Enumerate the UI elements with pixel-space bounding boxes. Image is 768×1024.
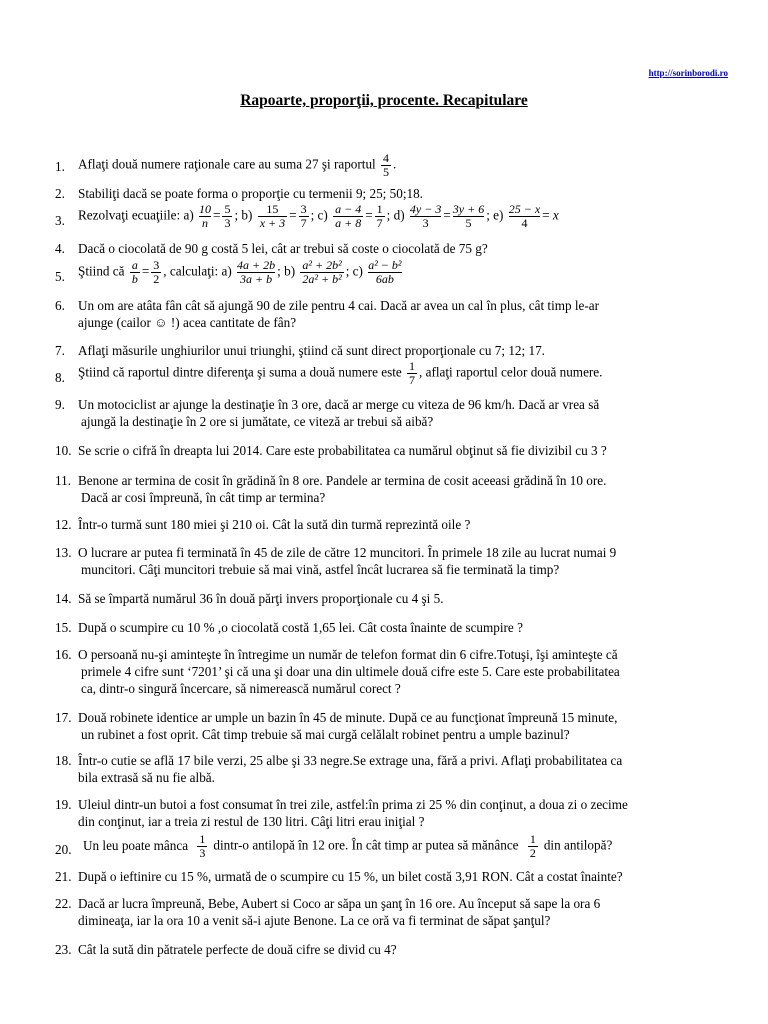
fraction: $\frac{3}{7}$ (300, 202, 307, 230)
problem-number: 21. (55, 869, 72, 884)
problem-text: Rezolvaţi ecuaţiile: (78, 207, 181, 223)
problem-text: Benone ar termina de cosit în grădină în 8 ore. Pandele ar termina de cosit aceeasi grădină în 10 ore. (78, 473, 607, 488)
problem-number: 9. (55, 397, 65, 412)
problem-5: 5. Ştiind că $\frac{a}{b}$ = $\frac{3}{2}$ , calculaţi: $a) \frac{4a + 2b}{3a + b}$ ; $b) \frac{\text{a² + 2b²}}{\text{2a² + b²}}$ ; $c) \frac{\text{a² − b²}}{6ab}$ (55, 258, 402, 286)
problem-text: După o ieftinire cu 15 %, urmată de o scumpire cu 15 %, un bilet costă 3,91 RON. Cât a costat înainte? (78, 869, 623, 884)
problem-number: 15. (55, 620, 72, 635)
fraction: $\frac{4y - 3}{3}$ (409, 202, 442, 230)
problem-text: Ştiind că (78, 263, 125, 279)
problem-17: 17. Două robinete identice ar umple un bazin în 45 de minute. După ce au funcţionat împreună 15 minute, un rubinet a fost oprit. Cât timp trebuie să mai curgă celălalt robinet pentru a umple bazinul? (55, 709, 735, 743)
fraction: $\frac{4a + 2b}{3a + b}$ (237, 258, 276, 286)
fraction: $\frac{3}{2}$ (153, 258, 160, 286)
fraction: $\frac{25 - x}{4}$ (508, 202, 541, 230)
problem-number: 18. (55, 753, 72, 768)
problem-text: Dacă ar lucra împreună, Bebe, Aubert si Coco ar săpa un şanţ în 16 ore. Au început să sape la ora 6 (78, 896, 601, 911)
fraction: $\frac{\text{a² − b²}}{6ab}$ (368, 258, 402, 286)
problem-number: 4. (55, 241, 65, 256)
problem-number: 6. (55, 298, 65, 313)
problem-4 (55, 240, 735, 257)
fraction: $\frac{\text{a² + 2b²}}{\text{2a² + b²}}$ (302, 258, 342, 286)
problem-text: Într-o turmă sunt 180 miei şi 210 oi. Cât la sută din turmă reprezintă oile ? (78, 517, 471, 532)
fraction: $\frac{1}{2}$ (529, 832, 536, 860)
problem-15 (55, 619, 735, 636)
problem-number: 11. (55, 473, 71, 488)
problem-number: 2. (55, 186, 65, 201)
problem-6: 6. Un om are atâta fân cât să ajungă 90 de zile pentru 4 cai. Dacă ar avea un cal în plus, cât timp le-ar ajunge (cailor ☺ !) acea cantitate de fân? (55, 297, 735, 331)
problem-13: 13. O lucrare ar putea fi terminată în 45 de zile de către 12 muncitori. În primele 18 zile au lucrat numai 9 muncitori. Câţi muncitori trebuie să mai vină, astfel încât lucrarea să fie terminată la timp? (55, 544, 735, 578)
problem-18: 18. Într-o cutie se află 17 bile verzi, 25 albe şi 33 negre.Se extrage una, fără a privi. Aflaţi probabilitatea ca bila extrasă să nu fie albă. (55, 752, 735, 786)
fraction: $\frac{5}{3}$ (224, 202, 231, 230)
problem-16: 16. O persoană nu-şi aminteşte în întregime un număr de telefon format din 6 cifre.Totuşi, îşi aminteşte că primele 4 cifre sunt ‘7201’ şi că una şi doar una din ultimele două cifre este 5. Care este probabilitatea ca, dintr-o singură încercare, să nimerească numărul corect ? (55, 646, 735, 697)
problem-10 (55, 442, 735, 459)
problem-number: 5. (55, 269, 65, 284)
problem-text: Uleiul dintr-un butoi a fost consumat în trei zile, astfel:în prima zi 25 % din conţinut, a doua zi o zecime (78, 797, 628, 812)
problem-1: 1. Aflaţi două numere raţionale care au suma 27 şi raportul $\frac{4}{5}$ . (55, 151, 397, 179)
problem-2 (55, 185, 735, 202)
problem-7 (55, 342, 735, 359)
problem-23 (55, 941, 735, 958)
fraction: $\frac{3y + 6}{5}$ (452, 202, 485, 230)
problem-number: 20. (55, 842, 72, 857)
problem-9: 9. Un motociclist ar ajunge la destinaţie în 3 ore, dacă ar merge cu viteza de 96 km/h. Dacă ar vrea să ajungă la destinaţie în 2 ore si jumătate, ce viteză ar trebui să aibă? (55, 396, 735, 430)
fraction: $\frac{1}{7}$ (376, 202, 383, 230)
fraction: $\frac{4}{5}$ (383, 151, 390, 179)
problem-text: Se scrie o cifră în dreapta lui 2014. Care este probabilitatea ca numărul obţinut să fie divizibil cu 3 ? (78, 443, 607, 458)
page-title: Rapoarte, proporţii, procente. Recapitulare (240, 92, 528, 109)
problem-22: 22. Dacă ar lucra împreună, Bebe, Aubert si Coco ar săpa un şanţ în 16 ore. Au început să sape la ora 6 dimineaţa, iar la ora 10 a venit să-i ajute Benone. La ce oră va fi terminat de săpat şanţul? (55, 895, 735, 929)
fraction: $\frac{1}{3}$ (199, 832, 206, 860)
problem-8: 8. Ştiind că raportul dintre diferenţa şi suma a două numere este $\frac{1}{7}$ , aflaţi raportul celor două numere. (55, 359, 603, 387)
problem-number: 19. (55, 797, 72, 812)
problem-text: Ştiind că raportul dintre diferenţa şi suma a două numere este (78, 364, 402, 380)
problem-text: O lucrare ar putea fi terminată în 45 de zile de către 12 muncitori. În primele 18 zile au lucrat numai 9 (78, 545, 617, 560)
problem-21 (55, 868, 735, 885)
fraction: $\frac{15}{x + 3}$ (259, 202, 286, 230)
fraction: $\frac{10}{n}$ (199, 202, 212, 230)
problem-number: 14. (55, 591, 72, 606)
problem-text: Dacă o ciocolată de 90 g costă 5 lei, cât ar trebui să coste o ciocolată de 75 g? (78, 241, 488, 256)
problem-text: Să se împartă numărul 36 în două părţi invers proporţionale cu 4 şi 5. (78, 591, 444, 606)
problem-text: Aflaţi două numere raţionale care au suma 27 şi raportul (78, 156, 376, 172)
fraction: $\frac{a}{b}$ (131, 258, 138, 286)
problem-number: 8. (55, 370, 65, 385)
problem-number: 23. (55, 942, 72, 957)
problem-text: Cât la sută din pătratele perfecte de două cifre se divid cu 4? (78, 942, 397, 957)
source-link[interactable]: http://sorinborodi.ro (648, 68, 728, 78)
problem-number: 7. (55, 343, 65, 358)
problem-text: Aflaţi măsurile unghiurilor unui triunghi, ştiind că sunt direct proporţionale cu 7; 12; 17. (78, 343, 545, 358)
problem-20: 20. Un leu poate mânca $\frac{1}{3}$ dintr-o antilopă în 12 ore. În cât timp ar putea să mănânce $\frac{1}{2}$ din antilopă? (55, 832, 613, 860)
problem-number: 13. (55, 545, 72, 560)
fraction: $\frac{1}{7}$ (409, 359, 416, 387)
problem-text: Două robinete identice ar umple un bazin în 45 de minute. După ce au funcţionat împreună 15 minute, (78, 710, 618, 725)
problem-number: 10. (55, 443, 72, 458)
problem-11: 11. Benone ar termina de cosit în grădină în 8 ore. Pandele ar termina de cosit aceeasi grădină în 10 ore. Dacă ar cosi împreună, în cât timp ar termina? (55, 472, 735, 506)
problem-text: Un om are atâta fân cât să ajungă 90 de zile pentru 4 cai. Dacă ar avea un cal în plus, cât timp le-ar (78, 298, 600, 313)
problem-number: 1. (55, 159, 65, 174)
problem-number: 3. (55, 213, 65, 228)
problem-12 (55, 516, 735, 533)
problem-text: Într-o cutie se află 17 bile verzi, 25 albe şi 33 negre.Se extrage una, fără a privi. Aflaţi probabilitatea ca (78, 753, 623, 768)
problem-text: O persoană nu-şi aminteşte în întregime un număr de telefon format din 6 cifre.Totuşi, îşi aminteşte că (78, 647, 618, 662)
fraction: $\frac{a - 4}{a + 8}$ (335, 202, 362, 230)
problem-text: Un leu poate mânca (83, 837, 189, 853)
problem-3: 3. Rezolvaţi ecuaţiile: $a) \frac{10}{n}$ = $\frac{5}{3}$ ; b) $\frac{15}{x + 3}$ = $\frac{3}{7}$ ; $c) \frac{a - 4}{a + 8}$ = $\frac{1}{7}$ ; $d) \frac{4y - 3}{3}$ = $\frac{3y + 6}{5}$ ; $e) \frac{25 - x}{4}$ = x (55, 202, 559, 230)
problem-number: 12. (55, 517, 72, 532)
problem-text: Stabiliţi dacă se poate forma o proporţie cu termenii 9; 25; 50;18. (78, 186, 423, 201)
problem-number: 16. (55, 647, 72, 662)
problem-19: 19. Uleiul dintr-un butoi a fost consumat în trei zile, astfel:în prima zi 25 % din conţinut, a doua zi o zecime din conţinut, iar a treia zi restul de 130 litri. Câţi litri erau iniţial ? (55, 796, 735, 830)
problem-text: După o scumpire cu 10 % ,o ciocolată costă 1,65 lei. Cât costa înainte de scumpire ? (78, 620, 523, 635)
problem-14 (55, 590, 735, 607)
problem-number: 17. (55, 710, 72, 725)
problem-number: 22. (55, 896, 72, 911)
problem-text: Un motociclist ar ajunge la destinaţie în 3 ore, dacă ar merge cu viteza de 96 km/h. Dacă ar vrea să (78, 397, 600, 412)
